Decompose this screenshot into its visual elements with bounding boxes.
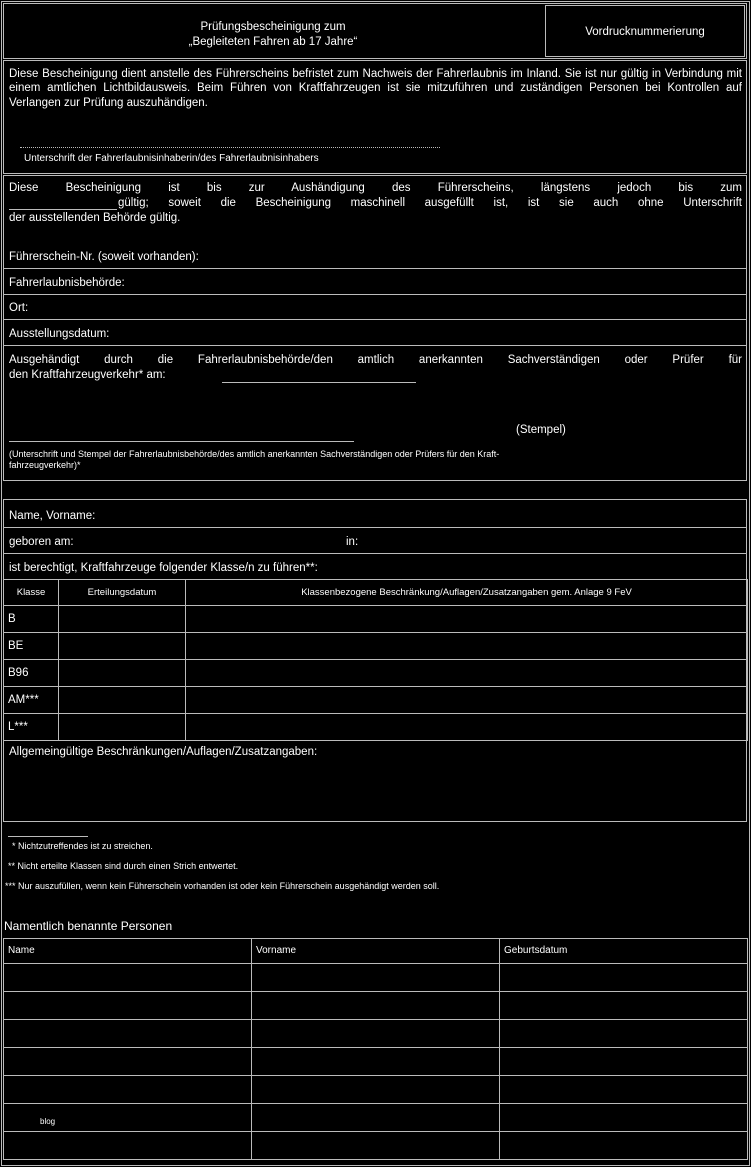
document-title-line2: „Begleiteten Fahren ab 17 Jahre“ bbox=[188, 36, 358, 48]
validity-line2: gültig; soweit die Bescheinigung maschinell ausgefüllt ist, ist sie auch ohne Unterschrift bbox=[118, 197, 742, 209]
validity-line3: der ausstellenden Behörde gültig. bbox=[9, 212, 181, 224]
license-number-label: Führerschein-Nr. (soweit vorhanden): bbox=[9, 251, 199, 263]
header-class: Klasse bbox=[4, 580, 59, 606]
handover-line1: Ausgehändigt durch die Fahrerlaubnisbehörde/den amtlich anerkannten Sachverständigen oder Prüfer für bbox=[9, 354, 742, 366]
class-l: L*** bbox=[4, 714, 59, 741]
class-b96: B96 bbox=[4, 660, 59, 687]
header-issue-date: Erteilungsdatum bbox=[59, 580, 186, 606]
document-title-line1: Prüfungsbescheinigung zum bbox=[200, 21, 346, 33]
handover-caption-1: (Unterschrift und Stempel der Fahrerlaubnisbehörde/des amtlich anerkannten Sachverständigen oder Prüfers für den Kraft- bbox=[9, 449, 500, 459]
class-am: AM*** bbox=[4, 687, 59, 714]
class-b: B bbox=[4, 606, 59, 633]
handover-caption-2: fahrzeugverkehr)* bbox=[9, 460, 81, 470]
validity-line1: Diese Bescheinigung ist bis zur Aushändigung des Führerscheins, längstens jedoch bis zum bbox=[9, 182, 742, 194]
handover-line2: den Kraftfahrzeugverkehr* am: bbox=[9, 369, 166, 381]
header-first-name: Vorname bbox=[252, 939, 500, 964]
general-restrictions-label: Allgemeingültige Beschränkungen/Auflagen/Zusatzangaben: bbox=[9, 746, 318, 758]
footnote-1: * Nichtzutreffendes ist zu streichen. bbox=[12, 841, 153, 851]
page-border bbox=[1, 1, 750, 1166]
footnote-2: ** Nicht erteilte Klassen sind durch einen Strich entwertet. bbox=[8, 861, 239, 871]
birthplace-label: in: bbox=[346, 536, 359, 548]
header-restrictions: Klassenbezogene Beschränkung/Auflagen/Zusatzangaben gem. Anlage 9 FeV bbox=[186, 580, 748, 606]
authority-label: Fahrerlaubnisbehörde: bbox=[9, 277, 125, 289]
born-label: geboren am: bbox=[9, 536, 74, 548]
name-label: Name, Vorname: bbox=[9, 510, 96, 522]
header-birth-date: Geburtsdatum bbox=[500, 939, 748, 964]
entitled-label: ist berechtigt, Kraftfahrzeuge folgender Klasse/n zu führen**: bbox=[9, 562, 318, 574]
place-label: Ort: bbox=[9, 302, 29, 314]
issue-date-label: Ausstellungsdatum: bbox=[9, 328, 110, 340]
persons-title: Namentlich benannte Personen bbox=[4, 919, 173, 933]
intro-text: Diese Bescheinigung dient anstelle des Führerscheins befristet zum Nachweis der Fahrerlaubnis im Inland. Sie ist nur gültig in Verbindung mit einem amtlichen Lichtbildausweis. Beim Führen von Kraftfahrzeugen ist sie mitzuführen und zuständigen Personen bei Kontrollen auf Verlangen zur Prüfung auszuhändigen. bbox=[9, 68, 742, 109]
class-be: BE bbox=[4, 633, 59, 660]
header-name: Name bbox=[4, 939, 252, 964]
signature-label: Unterschrift der Fahrerlaubnisinhaberin/des Fahrerlaubnisinhabers bbox=[24, 153, 319, 164]
watermark-label: blog bbox=[40, 1117, 56, 1126]
numbering-label: Vordrucknummerierung bbox=[585, 26, 705, 38]
footnote-3: *** Nur auszufüllen, wenn kein Führerschein vorhanden ist oder kein Führerschein ausgehändigt werden soll. bbox=[5, 881, 440, 891]
stamp-label: (Stempel) bbox=[516, 424, 566, 436]
